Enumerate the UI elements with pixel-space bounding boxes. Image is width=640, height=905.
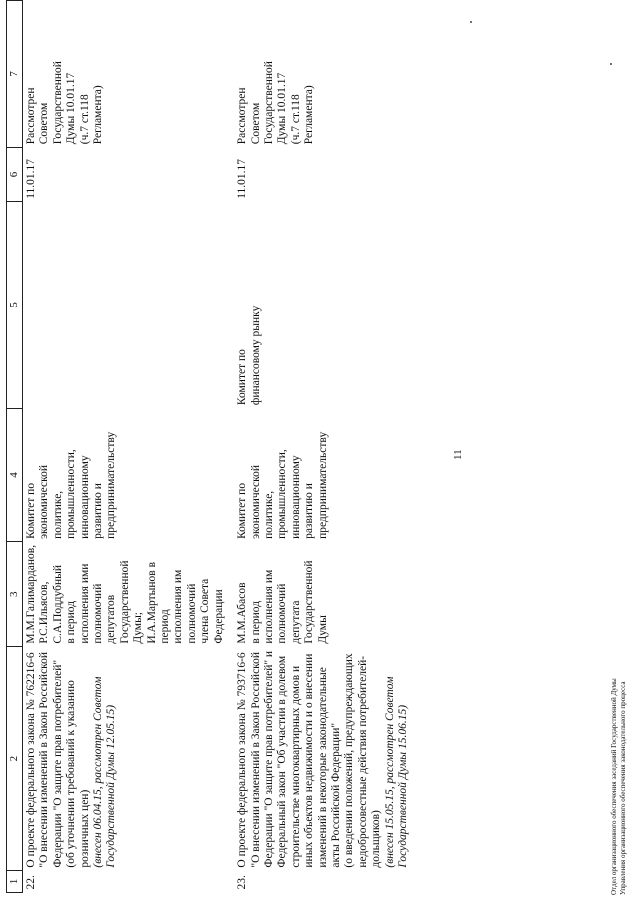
co-committee-cell xyxy=(226,202,410,408)
row-number: 22. xyxy=(25,875,37,890)
author-line: депутата xyxy=(289,600,302,644)
committee-line: предпринимательству xyxy=(105,431,118,539)
date-cell: 11.01.17 xyxy=(236,158,249,199)
column-number-header: 2 xyxy=(7,647,23,871)
decision-line: Рассмотрен xyxy=(25,87,37,145)
decision-line: Регламента) xyxy=(303,85,316,145)
author-line: исполнения им xyxy=(172,569,185,644)
author-line: депутатов xyxy=(105,594,118,644)
scan-speck xyxy=(610,63,612,65)
committee-line: Комитет по xyxy=(25,482,37,539)
bill-title-line: "О внесении изменений в Закон Российской xyxy=(249,651,262,868)
committee-line: предпринимательству xyxy=(316,431,329,539)
decision-line: Думы 10.01.17 xyxy=(65,72,78,145)
committee-line: экономической xyxy=(249,464,262,539)
page-number: 11 xyxy=(452,449,464,460)
agenda-table xyxy=(6,0,410,893)
decision-line: Думы 10.01.17 xyxy=(276,72,289,145)
bill-title-line: строительстве многоквартирных домов и xyxy=(289,665,302,868)
bill-title-line: дольщиков) xyxy=(370,810,383,868)
decision-line: Государственной xyxy=(262,61,275,145)
bill-title-cell xyxy=(226,647,410,871)
footer xyxy=(610,678,628,895)
decision-line: (ч.7 ст.118 xyxy=(78,94,91,145)
committee-line: политике, xyxy=(51,490,64,539)
column-number-header: 4 xyxy=(7,408,23,542)
bill-title-line: розничных цен) xyxy=(78,789,91,868)
co-committee-line: Комитет по xyxy=(236,349,249,406)
committee-line: экономической xyxy=(38,464,51,539)
committee-cell xyxy=(23,408,227,542)
column-number-row xyxy=(7,1,23,893)
committee-line: развитию и xyxy=(303,483,316,539)
author-line: М.М.Абасов xyxy=(236,582,249,644)
row-number: 23. xyxy=(236,875,249,890)
scan-speck xyxy=(470,21,472,23)
committee-line: инновационному xyxy=(78,455,91,539)
author-line: Государственной xyxy=(303,560,316,644)
decision-line: (ч.7 ст.118 xyxy=(289,94,302,145)
authors-cell xyxy=(226,542,410,647)
authors-cell xyxy=(23,542,227,647)
author-line: в период xyxy=(249,600,262,644)
decision-cell xyxy=(23,1,227,148)
decision-cell xyxy=(226,1,410,148)
bill-title-line: (о введении положений, предупреждающих xyxy=(343,653,356,868)
committee-line: промышленности, xyxy=(65,449,78,539)
bill-title-line: изменений в некоторые законодательные xyxy=(316,667,329,868)
author-line: С.А.Поддубный xyxy=(51,565,64,644)
author-line: Государственной xyxy=(118,560,131,644)
column-number-header: 5 xyxy=(7,202,23,408)
footer-line: Управления организационного обеспечения законодательного процесса xyxy=(619,681,627,895)
author-line: члена Совета xyxy=(199,578,212,644)
column-number-header: 6 xyxy=(7,147,23,202)
author-line: полномочий xyxy=(185,583,198,644)
co-committee-line: финансовому рынку xyxy=(249,305,262,406)
author-line: исполнения ими xyxy=(78,563,91,644)
bill-title-line: Федеральный закон "Об участии в долевом xyxy=(276,655,289,868)
decision-line: Рассмотрен xyxy=(236,87,249,145)
author-line: Р.С.Ильясов, xyxy=(38,581,51,644)
bill-title-line: О проекте федерального закона № 793716-6 xyxy=(236,652,249,868)
author-line: М.М.Галимарданов, xyxy=(25,544,37,644)
bill-note-line: Государственной Думы 12.05.15) xyxy=(105,704,118,868)
bill-title-line: акты Российской Федерации" xyxy=(329,722,342,868)
bill-title-line: (об уточнении требований к указанию xyxy=(65,680,78,868)
author-line: исполнения им xyxy=(262,569,275,644)
committee-line: Комитет по xyxy=(236,482,249,539)
bill-title-line: иных объектов недвижимости и о внесении xyxy=(303,653,316,868)
author-line: полномочий xyxy=(92,583,105,644)
bill-title-line: О проекте федерального закона № 762216-6 xyxy=(25,652,37,868)
bill-title-line: недобросовестные действия потребителей- xyxy=(356,655,369,868)
author-line: полномочий xyxy=(276,583,289,644)
author-line: Думы xyxy=(316,615,329,644)
co-committee-cell xyxy=(23,202,227,408)
committee-line: инновационному xyxy=(289,455,302,539)
table-row xyxy=(226,1,410,893)
decision-line: Советом xyxy=(38,102,51,145)
author-line: Думы; xyxy=(132,612,145,644)
column-number-header: 1 xyxy=(7,871,23,893)
author-line: Федерации xyxy=(212,589,225,644)
bill-note-line: (внесен 15.05.15, рассмотрен Советом xyxy=(383,676,396,868)
committee-line: развитию и xyxy=(92,483,105,539)
bill-note-line: (внесен 06.04.15, рассмотрен Советом xyxy=(92,676,105,868)
footer-line: Отдел организационного обеспечения заседаний Государственной Думы xyxy=(610,678,618,895)
decision-line: Государственной xyxy=(51,61,64,145)
decision-line: Советом xyxy=(249,102,262,145)
author-line: период xyxy=(159,609,172,644)
table-row xyxy=(23,1,227,893)
bill-title-line: "О внесении изменений в Закон Российской xyxy=(38,651,51,868)
bill-note-line: Государственной Думы 15.06.15) xyxy=(396,704,409,868)
author-line: в период xyxy=(65,600,78,644)
bill-title-cell xyxy=(23,647,227,871)
committee-line: промышленности, xyxy=(276,449,289,539)
decision-line: Регламента) xyxy=(92,85,105,145)
bill-title-line: Федерации "О защите прав потребителей" и xyxy=(262,650,275,868)
committee-line: политике, xyxy=(262,490,275,539)
committee-cell xyxy=(226,408,410,542)
column-number-header: 7 xyxy=(7,1,23,148)
author-line: И.А.Мартынов в xyxy=(145,561,158,644)
date-cell: 11.01.17 xyxy=(25,158,37,199)
column-number-header: 3 xyxy=(7,542,23,647)
bill-title-line: Федерации "О защите прав потребителей" xyxy=(51,659,64,868)
